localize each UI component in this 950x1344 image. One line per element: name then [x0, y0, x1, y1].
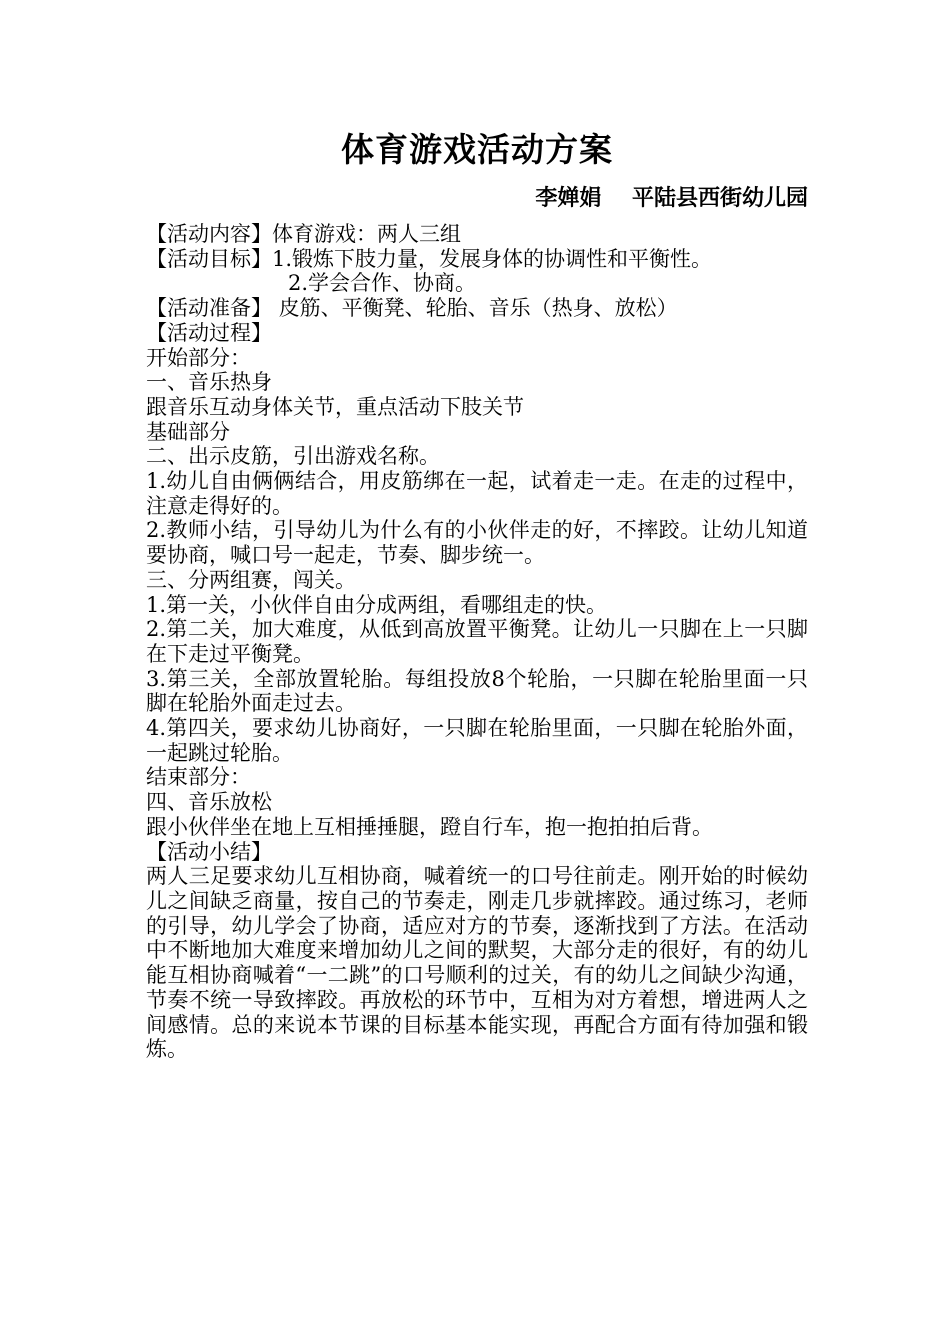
prep-text: 皮筋、平衡凳、轮胎、音乐（热身、放松）	[272, 296, 678, 321]
content-label: 【活动内容】	[146, 222, 272, 246]
step-2-item-2: 2.教师小结，引导幼儿为什么有的小伙伴走的好，不摔跤。让幼儿知道要协商，喊口号一起走，节奏、脚步统一。	[146, 518, 808, 568]
step-3-item-4: 4.第四关，要求幼儿协商好，一只脚在轮胎里面，一只脚在轮胎外面，一起跳过轮胎。	[146, 716, 808, 765]
step-4-heading: 四、音乐放松	[146, 790, 272, 815]
prep-label: 【活动准备】	[146, 296, 272, 321]
step-2-item-1: 1.幼儿自由俩俩结合，用皮筋绑在一起，试着走一走。在走的过程中，注意走得好的。	[146, 469, 808, 518]
prep-row	[146, 296, 808, 321]
author-line: 李婵娟 平陆县西街幼儿园	[535, 186, 808, 211]
start-part-heading: 开始部分：	[146, 345, 251, 370]
document-page	[146, 128, 808, 1062]
document-body	[146, 222, 808, 1062]
summary-label: 【活动小结】	[146, 839, 272, 864]
step-3-item-3: 3.第三关，全部放置轮胎。每组投放8个轮胎，一只脚在轮胎里面一只脚在轮胎外面走过去。	[146, 666, 808, 716]
step-4-text: 跟小伙伴坐在地上互相捶捶腿，蹬自行车，抱一抱拍拍后背。	[146, 814, 713, 839]
goal-row	[146, 247, 808, 272]
goal-item-1: 1.锻炼下肢力量，发展身体的协调性和平衡性。	[272, 246, 713, 271]
process-label: 【活动过程】	[146, 320, 272, 345]
basic-part-heading: 基础部分	[146, 419, 230, 444]
step-1-text: 跟音乐互动身体关节，重点活动下肢关节	[146, 394, 524, 419]
step-3-heading: 三、分两组赛，闯关。	[146, 567, 356, 592]
step-3-item-1: 1.第一关，小伙伴自由分成两组，看哪组走的快。	[146, 592, 608, 617]
document-title: 体育游戏活动方案	[341, 130, 613, 169]
content-row	[146, 222, 808, 247]
content-text: 体育游戏：两人三组	[272, 222, 461, 246]
goal-item-2: 2.学会合作、协商。	[288, 271, 477, 296]
step-3-item-2: 2.第二关，加大难度，从低到高放置平衡凳。让幼儿一只脚在上一只脚在下走过平衡凳。	[146, 617, 808, 666]
summary-text: 两人三足要求幼儿互相协商，喊着统一的口号往前走。刚开始的时候幼儿之间缺乏商量，按自己的节奏走，刚走几步就摔跤。通过练习，老师的引导，幼儿学会了协商，适应对方的节奏，逐渐找到了方法。在活动中不断地加大难度来增加幼儿之间的默契，大部分走的很好，有的幼儿能互相协商喊着“一二跳”的口号顺利的过关，有的幼儿之间缺少沟通，节奏不统一导致摔跤。再放松的环节中，互相为对方着想，增进两人之间感情。总的来说本节课的目标基本能实现，再配合方面有待加强和锻炼。	[146, 864, 808, 1062]
end-part-heading: 结束部分：	[146, 765, 251, 790]
goal-label: 【活动目标】	[146, 246, 272, 271]
goal-item-2-row	[146, 271, 808, 296]
step-2-heading: 二、出示皮筋，引出游戏名称。	[146, 444, 440, 469]
step-1-heading: 一、音乐热身	[146, 370, 272, 395]
